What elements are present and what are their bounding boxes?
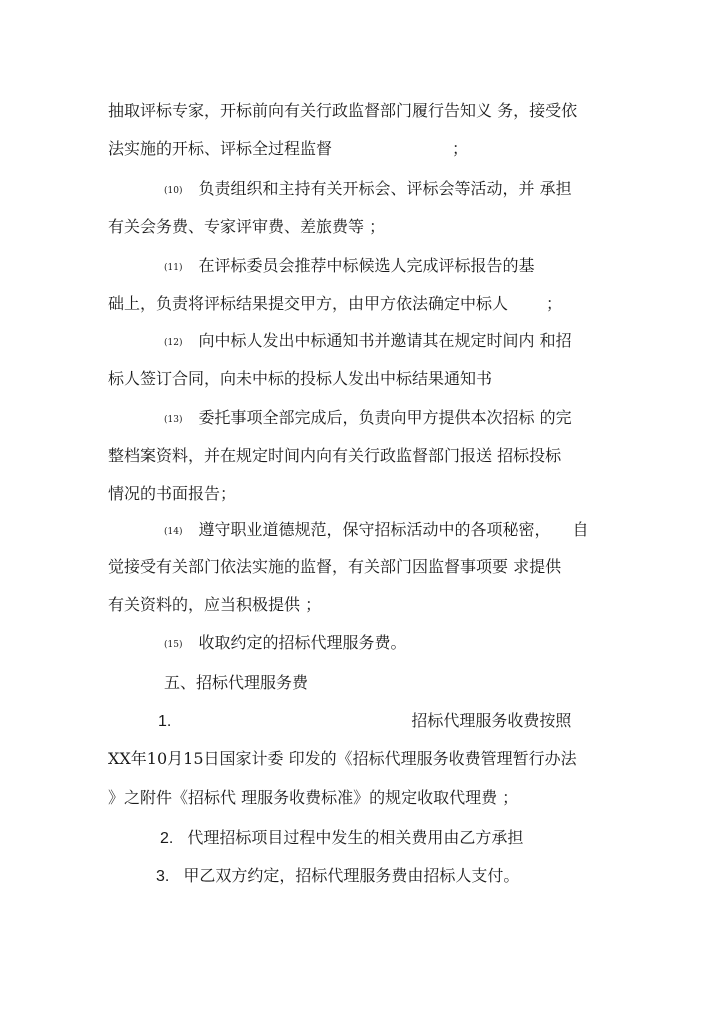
item-number: 1.	[158, 713, 172, 730]
item-13-line2: 整档案资料，并在规定时间内向有关行政监督部门报送 招标投标	[108, 446, 562, 465]
fee-item-1-line1: 1. 招标代理服务收费按照	[158, 711, 572, 730]
item-14-line2: 觉接受有关部门依法实施的监督，有关部门因监督事项要 求提供	[108, 557, 562, 576]
section-heading: 五、招标代理服务费	[164, 673, 309, 692]
item-number: (15)	[164, 640, 183, 650]
item-number: 3.	[156, 868, 170, 885]
item-13-line3: 情况的书面报告；	[108, 484, 237, 503]
p1-line2: 法实施的开标、评标全过程监督 ；	[108, 139, 469, 158]
fee-item-3: 3. 甲乙双方约定，招标代理服务费由招标人支付。	[156, 866, 520, 885]
item-13-line1: (13) 委托事项全部完成后，负责向甲方提供本次招标 的完	[164, 408, 572, 427]
item-10-line2: 有关会务费、专家评审费、差旅费等 ；	[108, 217, 386, 236]
item-14-line1: (14) 遵守职业道德规范，保守招标活动中的各项秘密， 自	[164, 520, 589, 539]
item-number: (10)	[164, 186, 183, 196]
item-12-line1: (12) 向中标人发出中标通知书并邀请其在规定时间内 和招	[164, 331, 572, 350]
item-11-line2: 础上，负责将评标结果提交甲方，由甲方依法确定中标人 ；	[108, 294, 563, 313]
item-11-line1: (11) 在评标委员会推荐中标候选人完成评标报告的基	[164, 256, 535, 275]
item-12-line2: 标人签订合同，向未中标的投标人发出中标结果通知书	[108, 369, 493, 388]
fee-item-1-line2: XX年10月15日国家计委 印发的《招标代理服务收费管理暂行办法	[108, 749, 577, 768]
item-number: (14)	[164, 527, 183, 537]
fee-item-2: 2. 代理招标项目过程中发生的相关费用由乙方承担	[160, 828, 524, 847]
fee-item-1-line3: 》之附件《招标代 理服务收费标准》的规定收取代理费 ；	[108, 788, 519, 807]
item-number: (12)	[164, 338, 183, 348]
p1-line1: 抽取评标专家，开标前向有关行政监督部门履行告知义 务，接受依	[108, 101, 578, 120]
item-10-line1: (10) 负责组织和主持有关开标会、评标会等活动，并 承担	[164, 179, 572, 198]
item-number: 2.	[160, 830, 174, 847]
item-number: (11)	[164, 263, 183, 273]
item-14-line3: 有关资料的，应当积极提供 ；	[108, 595, 322, 614]
item-15-line1: (15) 收取约定的招标代理服务费。	[164, 633, 407, 652]
item-number: (13)	[164, 415, 183, 425]
